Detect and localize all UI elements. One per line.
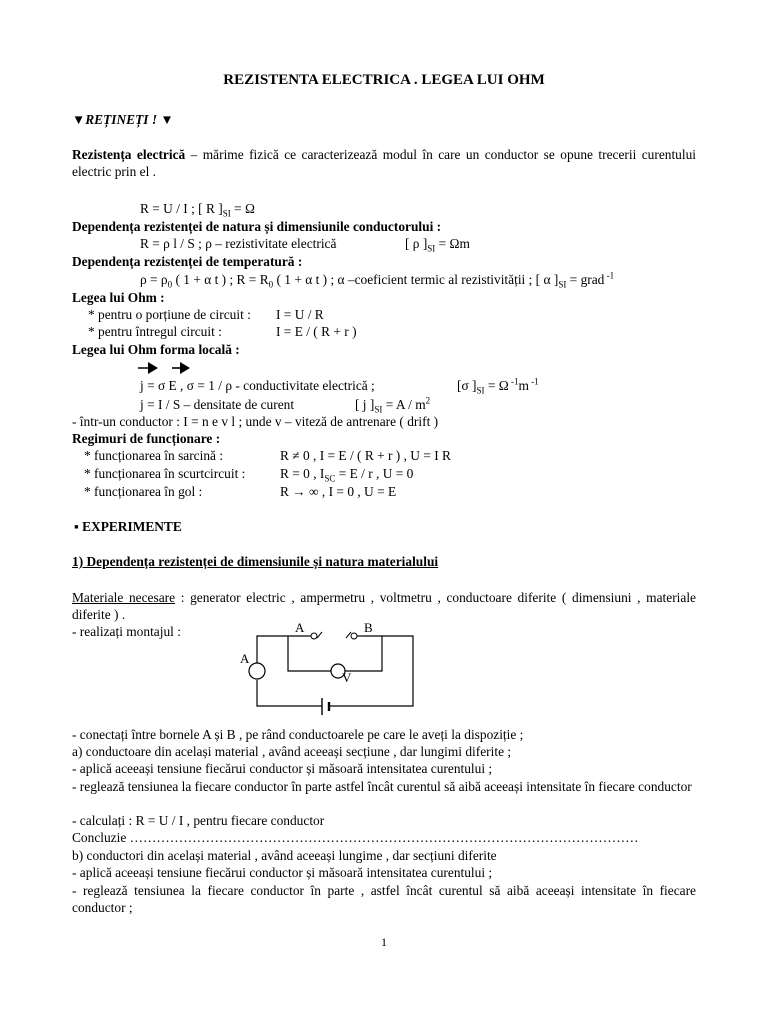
step-connect: - conectați între bornele A și B , pe rând conductoarele pe care le aveți la dispoziție ; bbox=[72, 727, 524, 742]
ohm-total-formula: I = E / ( R + r ) bbox=[276, 324, 357, 339]
si-subscript: SI bbox=[222, 208, 231, 219]
experiment-1-heading: 1) Dependența rezistenței de dimensiunile și natura materialului bbox=[72, 554, 439, 569]
conductivity-formula: j = σ E , σ = 1 / ρ - conductivitate electrică ; bbox=[140, 378, 375, 393]
resistivity-formula: R = ρ l / S ; ρ – rezistivitate electrică bbox=[140, 236, 337, 251]
experiments-heading: ▪ EXPERIMENTE bbox=[74, 519, 182, 534]
step-adjust-voltage: - reglează tensiunea la fiecare conductor în parte astfel încât curentul să aibă aceeași intensitate în fiecare conductor bbox=[72, 779, 692, 794]
step-a-heading: a) conductoare din același material , având aceeași secțiune , dar lungimi diferite ; bbox=[72, 744, 512, 759]
regime-short-formula bbox=[280, 466, 413, 482]
ohm-partial-formula: I = U / R bbox=[276, 307, 324, 322]
resistivity-unit-label: [ ρ ] bbox=[405, 236, 428, 251]
dependence-nature-heading: Dependența rezistenței de natura și dimensiunile conductorului : bbox=[72, 219, 442, 234]
si-subscript: SI bbox=[427, 243, 436, 254]
exponent: -1 bbox=[604, 270, 615, 281]
step-apply-voltage: - aplică aceeași tensiune fiecărui conductor și măsoară intensitatea curentului ; bbox=[72, 761, 493, 776]
terminal-b bbox=[351, 633, 357, 639]
definition-paragraph bbox=[72, 146, 696, 180]
current-density-unit bbox=[355, 397, 430, 413]
temp-part1: ρ = ρ bbox=[140, 272, 168, 287]
conductivity-unit-label: [σ ] bbox=[457, 378, 477, 393]
temperature-formula bbox=[140, 272, 614, 288]
conclusion-line: Concluzie …………………………………………………………………………………………………… bbox=[72, 830, 639, 845]
voltmeter-label: V bbox=[342, 670, 352, 685]
regime-short-part1: R = 0 , I bbox=[280, 466, 325, 481]
definition-text: – mărime fizică ce caracterizează modul în care un conductor se opune trecerii curentului electric prin el . bbox=[72, 147, 697, 179]
current-density-formula: j = I / S – densitate de curent bbox=[140, 397, 295, 412]
temp-part3: ( 1 + α t ) ; α –coeficient termic al rezistivității ; [ α ] bbox=[273, 272, 559, 287]
exponent: -1 bbox=[508, 376, 519, 387]
materials-label: Materiale necesare bbox=[72, 590, 176, 605]
vector-arrows bbox=[136, 358, 206, 378]
ohm-partial-label: * pentru o porțiune de circuit : bbox=[88, 307, 251, 322]
page-title: REZISTENTA ELECTRICA . LEGEA LUI OHM bbox=[223, 72, 545, 88]
resistivity-unit bbox=[405, 236, 470, 252]
step-b-heading: b) conductori din același material , având aceeași lungime , dar secțiuni diferite bbox=[72, 848, 497, 863]
montaj-instruction: - realizați montajul : bbox=[72, 624, 181, 639]
si-subscript: SI bbox=[476, 385, 485, 396]
page-number: 1 bbox=[381, 935, 387, 949]
regime-short-part2: = E / r , U = 0 bbox=[335, 466, 414, 481]
subscript-zero: 0 bbox=[268, 279, 274, 290]
step-b-apply-voltage: - aplică aceeași tensiune fiecărui conductor și măsoară intensitatea curentului ; bbox=[72, 865, 493, 880]
subscript-zero: 0 bbox=[167, 279, 173, 290]
formula-r-main: R = U / I ; [ R ] bbox=[140, 201, 223, 216]
ammeter-symbol bbox=[249, 663, 265, 679]
regime-short-label: * funcționarea în scurtcircuit : bbox=[84, 466, 246, 481]
ohm-total-label: * pentru întregul circuit : bbox=[88, 324, 222, 339]
exponent: 2 bbox=[425, 395, 431, 406]
terminal-a bbox=[311, 633, 317, 639]
step-calculate: - calculați : R = U / I , pentru fiecare conductor bbox=[72, 813, 325, 828]
resistivity-unit-value: = Ωm bbox=[435, 236, 470, 251]
si-subscript: SI bbox=[558, 279, 567, 290]
definition-term: Rezistența electrică bbox=[72, 147, 186, 162]
materials-text: : generator electric , ampermetru , voltmetru , conductoare diferite ( dimensiuni , materiale diferite ) . bbox=[72, 590, 696, 622]
vector-arrow-e bbox=[172, 362, 190, 374]
si-subscript: SI bbox=[374, 404, 383, 415]
formula-r-unit: = Ω bbox=[230, 201, 255, 216]
formula-r bbox=[140, 201, 255, 217]
regime-load-formula: R ≠ 0 , I = E / ( R + r ) , U = I R bbox=[280, 448, 451, 463]
temp-part2: ( 1 + α t ) ; R = R bbox=[172, 272, 269, 287]
regimes-heading: Regimuri de funcționare : bbox=[72, 431, 221, 446]
ohm-law-heading: Legea lui Ohm : bbox=[72, 290, 165, 305]
conductivity-unit-ohm: = Ω bbox=[484, 378, 509, 393]
terminal-a-label: A bbox=[295, 620, 305, 635]
terminal-b-label: B bbox=[364, 620, 373, 635]
temp-part4: = grad bbox=[566, 272, 605, 287]
conductivity-unit bbox=[457, 378, 539, 394]
drift-line: - într-un conductor : I = n e v l ; unde v – viteză de antrenare ( drift ) bbox=[72, 414, 439, 429]
step-b-adjust-voltage: - reglează tensiunea la fiecare conductor în parte , astfel încât curentul să aibă aceeași intensitate în fiecare conductor ; bbox=[72, 883, 696, 915]
conductivity-unit-m: m bbox=[518, 378, 529, 393]
current-density-unit-label: [ j ] bbox=[355, 397, 375, 412]
exponent: -1 bbox=[528, 376, 539, 387]
current-density-unit-value: = A / m bbox=[382, 397, 426, 412]
circuit-diagram bbox=[236, 618, 416, 722]
sc-subscript: SC bbox=[324, 473, 336, 484]
regime-load-label: * funcționarea în sarcină : bbox=[84, 448, 224, 463]
ammeter-label: A bbox=[240, 651, 250, 666]
retineti-heading: ▼REȚINEȚI ! ▼ bbox=[72, 112, 174, 127]
regime-open-formula: R → ∞ , I = 0 , U = E bbox=[280, 484, 397, 499]
ohm-local-heading: Legea lui Ohm forma locală : bbox=[72, 342, 240, 357]
regime-open-label: * funcționarea în gol : bbox=[84, 484, 203, 499]
dependence-temperature-heading: Dependența rezistenței de temperatură : bbox=[72, 254, 303, 269]
vector-arrow-j bbox=[138, 362, 158, 374]
